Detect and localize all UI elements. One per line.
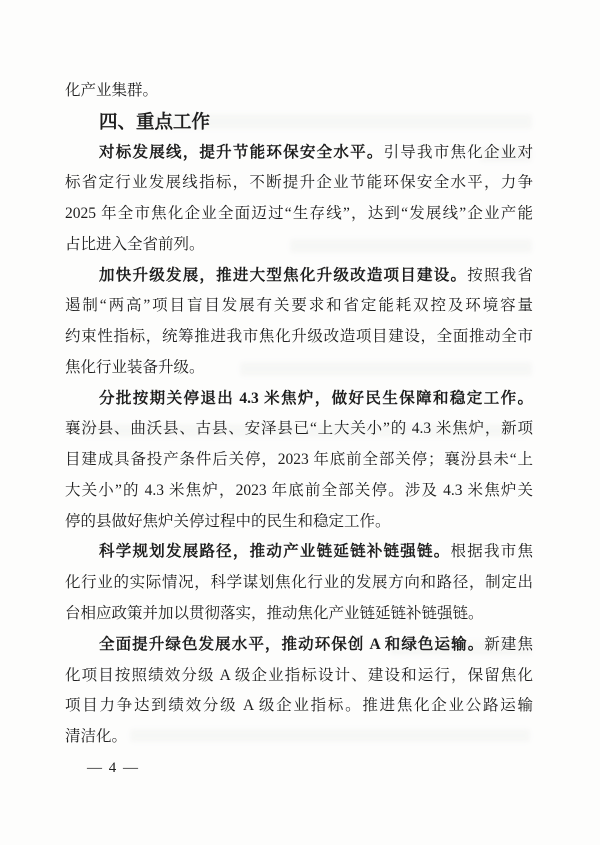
text-line (65, 322, 533, 353)
text-line (65, 353, 533, 384)
body-text: 新建焦 (484, 635, 533, 653)
paragraphs-container (65, 138, 533, 753)
text-line (65, 445, 533, 476)
paragraph-lead-text: 加快升级发展，推进大型焦化升级改造项目建设。 (99, 266, 468, 284)
body-text: 遏制“两高”项目盲目发展有关要求和省定能耗双控及环境容量 (65, 297, 533, 315)
body-text: 项目力争达到绩效分级 A 级企业指标。推进焦化企业公路运输 (65, 697, 533, 715)
body-text: 标省定行业发展线指标，不断提升企业节能环保安全水平，力争 (65, 174, 533, 192)
body-text: 化项目按照绩效分级 A 级企业指标设计、建设和运行，保留焦化 (65, 666, 533, 684)
body-text: 台相应政策并加以贯彻落实，推动焦化产业链延链补链强链。 (65, 605, 484, 623)
text-line (65, 476, 533, 507)
paragraph-lead-text: 科学规划发展路径，推动产业链延链补链强链。 (99, 543, 451, 561)
continuation-line: 化产业集群。 (65, 82, 159, 99)
body-text: 引导我市焦化企业对 (383, 143, 533, 161)
text-line (65, 291, 533, 322)
text-line (65, 507, 533, 538)
body-text: 清洁化。 (65, 728, 128, 746)
body-text: 约束性指标，统筹推进我市焦化升级改造项目建设，全面推动全市 (65, 328, 533, 346)
text-line (65, 599, 533, 630)
text-line (65, 261, 533, 292)
paragraph-lead-text: 对标发展线，提升节能环保安全水平。 (99, 143, 384, 161)
body-text: 2025 年全市焦化企业全面迈过“生存线”，达到“发展线”企业产能 (65, 205, 533, 223)
text-line (65, 722, 533, 753)
text-line (65, 414, 533, 445)
paragraph-lead-text: 全面提升绿色发展水平，推动环保创 A 和绿色运输。 (99, 635, 485, 653)
body-text: 焦化行业装备升级。 (65, 358, 205, 376)
text-line (65, 230, 533, 261)
body-text: 化行业的实际情况，科学谋划焦化行业的发展方向和路径，制定出 (65, 574, 533, 592)
text-line (65, 384, 533, 415)
body-text: 占比进入全省前列。 (65, 235, 205, 253)
page-number: — 4 — (87, 759, 140, 776)
body-text: 目建成具备投产条件后关停，2023 年底前全部关停；襄汾县未“上 (65, 451, 533, 469)
text-line (65, 199, 533, 230)
text-line (65, 537, 533, 568)
body-text: 按照我省 (467, 266, 533, 284)
body-text: 停的县做好焦炉关停过程中的民生和稳定工作。 (65, 512, 391, 530)
text-line (65, 630, 533, 661)
text-line (65, 691, 533, 722)
body-text: 大关小”的 4.3 米焦炉，2023 年底前全部关停。涉及 4.3 米焦炉关 (65, 481, 533, 499)
text-line (65, 661, 533, 692)
text-line (65, 568, 533, 599)
body-text: 襄汾县、曲沃县、古县、安泽县已“上大关小”的 4.3 米焦炉，新项 (65, 420, 533, 438)
text-line (65, 168, 533, 199)
section-heading: 四、重点工作 (99, 110, 211, 132)
body-text: 根据我市焦 (450, 543, 533, 561)
paragraph-lead-text: 分批按期关停退出 4.3 米焦炉，做好民生保障和稳定工作。 (99, 389, 533, 407)
document-body (65, 76, 533, 784)
text-line (65, 138, 533, 169)
